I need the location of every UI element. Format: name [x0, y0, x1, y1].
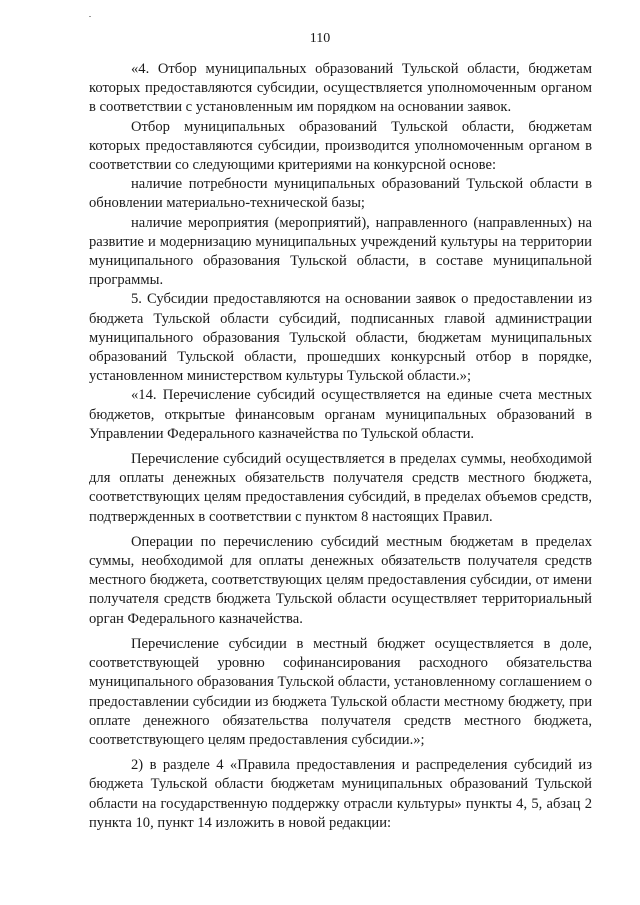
paragraph-criterion-program-events: наличие мероприятия (мероприятий), направленного (направленных) на развитие и модернизацию муниципальных учреждений культуры на территории муниципального образования Тульской области, в составе муниципальной программы. [89, 214, 592, 289]
paragraph-section-4-amendment: 2) в разделе 4 «Правила предоставления и распределения субсидий из бюджета Тульской области бюджетам муниципальных образований Тульской области на государственную поддержку отрасли культуры» пункты 4, 5, абзац 2 пункта 10, пункт 14 изложить в новой редакции: [89, 757, 592, 831]
paragraph-transfer-limits: Перечисление субсидий осуществляется в пределах суммы, необходимой для оплаты денежных обязательств получателя средств местного бюджета, соответствующих целям предоставления субсидий, в пределах объемов средств, подтвержденных в соответствии с пунктом 8 настоящих Правил. [89, 451, 592, 525]
paragraph-criterion-material-base: наличие потребности муниципальных образований Тульской области в обновлении материально-технической базы; [89, 176, 592, 212]
paragraph-treasury-operations: Операции по перечислению субсидий местным бюджетам в пределах суммы, необходимой для оплаты денежных обязательств получателя средств местного бюджета, соответствующих целям предоставления субсидии, от имени получателя средств бюджета Тульской области осуществляет территориальный орган Федерального казначейства. [89, 533, 592, 627]
scan-speck [89, 16, 91, 17]
paragraph-cofinancing-share: Перечисление субсидии в местный бюджет осуществляется в доле, соответствующей уровню софинансирования расходного обязательства муниципального образования Тульской области, установленному соглашением о предоставлении субсидии из бюджета Тульской области местному бюджету, при оплате денежного обязательства получателя средств местного бюджета, соответствующего целям предоставления субсидии.»; [89, 635, 592, 748]
paragraph-item-14: «14. Перечисление субсидий осуществляется на единые счета местных бюджетов, открытые финансовым органам муниципальных образований в Управлении Федерального казначейства по Тульской области. [89, 387, 592, 442]
paragraph-item-4: «4. Отбор муниципальных образований Тульской области, бюджетам которых предоставляются субсидии, осуществляется уполномоченным органом в соответствии с установленным им порядком на основании заявок. [89, 61, 592, 116]
page-number: 110 [309, 31, 331, 46]
document-body [89, 60, 592, 833]
paragraph-selection-criteria: Отбор муниципальных образований Тульской области, бюджетам которых предоставляются субсидии, производится уполномоченным органом в соответствии со следующими критериями на конкурсной основе: [89, 118, 592, 174]
paragraph-item-5: 5. Субсидии предоставляются на основании заявок о предоставлении из бюджета Тульской области субсидий, подписанных главой администрации муниципального образования Тульской области, бюджетам муниципальных образований Тульской области, прошедших конкурсный отбор в порядке, установленном министерством культуры Тульской области.»; [89, 291, 592, 385]
